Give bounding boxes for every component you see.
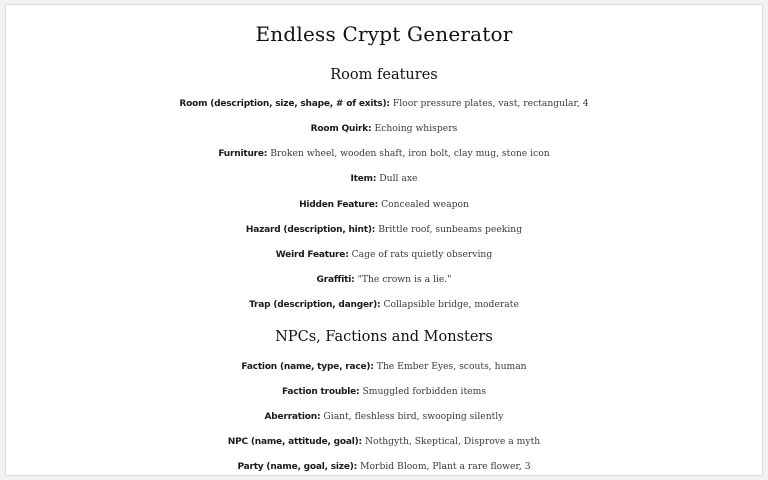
- hazard-row: [6, 223, 762, 237]
- faction-trouble-row: [6, 385, 762, 399]
- field-value: Dull axe: [379, 173, 418, 184]
- field-value: The Ember Eyes, scouts, human: [376, 361, 527, 372]
- field-label: Room Quirk:: [310, 124, 372, 134]
- field-label: Faction trouble:: [281, 387, 360, 397]
- field-label: NPC (name, attitude, goal):: [227, 437, 362, 447]
- field-value: Smuggled forbidden items: [362, 386, 487, 397]
- field-label: Weird Feature:: [275, 250, 349, 260]
- faction-row: [6, 360, 762, 374]
- field-value: Brittle roof, sunbeams peeking: [378, 224, 523, 235]
- field-label: Room (description, size, shape, # of exits):: [179, 99, 390, 109]
- field-label: Furniture:: [218, 149, 268, 159]
- graffiti-row: [6, 273, 762, 287]
- item-row: [6, 172, 762, 186]
- field-label: Item:: [350, 174, 377, 184]
- furniture-row: [6, 147, 762, 161]
- field-value: Morbid Bloom, Plant a rare flower, 3: [360, 461, 531, 472]
- field-label: Hidden Feature:: [299, 200, 379, 210]
- field-label: Hazard (description, hint):: [245, 225, 376, 235]
- weird-feature-row: [6, 248, 762, 262]
- section-heading-room-features: Room features: [330, 67, 438, 83]
- field-value: Collapsible bridge, moderate: [383, 299, 519, 310]
- generator-page: [5, 4, 763, 476]
- aberration-row: [6, 410, 762, 424]
- field-value: Echoing whispers: [374, 123, 458, 134]
- hidden-feature-row: [6, 198, 762, 212]
- field-label: Faction (name, type, race):: [241, 362, 374, 372]
- section-heading-npcs-factions-monsters: NPCs, Factions and Monsters: [275, 329, 493, 345]
- field-label: Aberration:: [264, 412, 321, 422]
- field-value: Floor pressure plates, vast, rectangular, 4: [392, 98, 589, 109]
- page-title: Endless Crypt Generator: [255, 22, 513, 46]
- room-quirk-row: [6, 122, 762, 136]
- party-row: [6, 460, 762, 474]
- field-label: Graffiti:: [316, 275, 355, 285]
- room-row: [6, 97, 762, 111]
- trap-row: [6, 298, 762, 312]
- field-value: Broken wheel, wooden shaft, iron bolt, clay mug, stone icon: [270, 148, 550, 159]
- field-label: Trap (description, danger):: [249, 300, 381, 310]
- field-value: Giant, fleshless bird, swooping silently: [323, 411, 504, 422]
- field-value: Cage of rats quietly observing: [351, 249, 493, 260]
- field-value: Nothgyth, Skeptical, Disprove a myth: [365, 436, 541, 447]
- field-label: Party (name, goal, size):: [237, 462, 358, 472]
- field-value: "The crown is a lie.": [357, 274, 452, 285]
- npc-row: [6, 435, 762, 449]
- field-value: Concealed weapon: [381, 199, 469, 210]
